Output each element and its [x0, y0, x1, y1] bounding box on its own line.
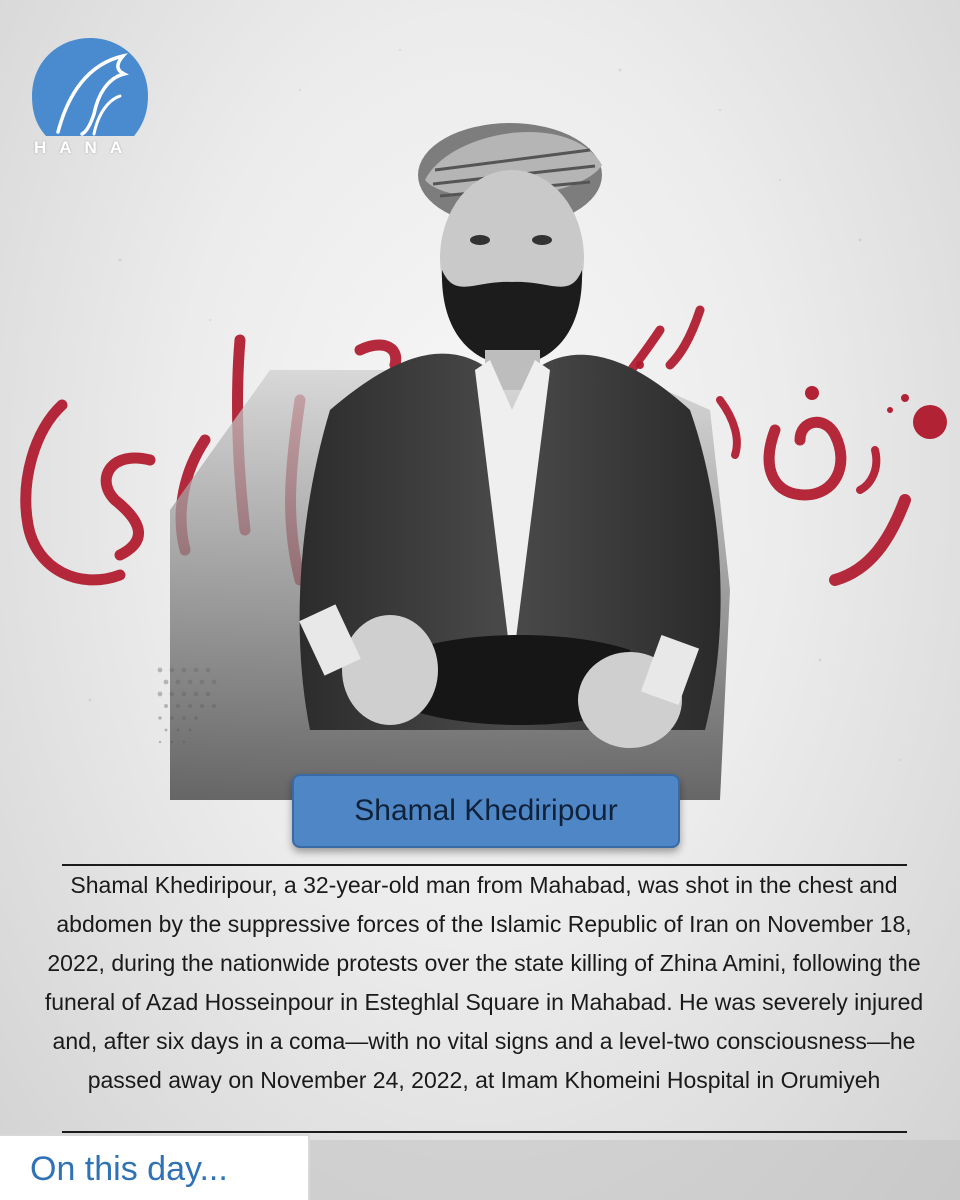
- portrait-photo: [150, 110, 740, 810]
- description-text: Shamal Khediripour, a 32-year-old man from Mahabad, was shot in the chest and abdomen by the suppressive forces of the Islamic Republic of Iran on November 18, 2022, during the nationwide protests over the state killing of Zhina Amini, following the funeral of Azad Hosseinpour in Esteghlal Square in Mahabad. He was severely injured and, after six days in a coma—with no vital signs and a level-two consciousness—he passed away on November 24, 2022, at Imam Khomeini Hospital in Orumiyeh: [44, 872, 924, 1093]
- person-name-label: [292, 774, 680, 848]
- footer-label: On this day...: [30, 1149, 228, 1188]
- brand-name: HANA: [34, 138, 136, 157]
- divider-bottom: [62, 1131, 907, 1133]
- person-name: Shamal Khediripour: [354, 794, 618, 827]
- footer-tag: [0, 1134, 310, 1200]
